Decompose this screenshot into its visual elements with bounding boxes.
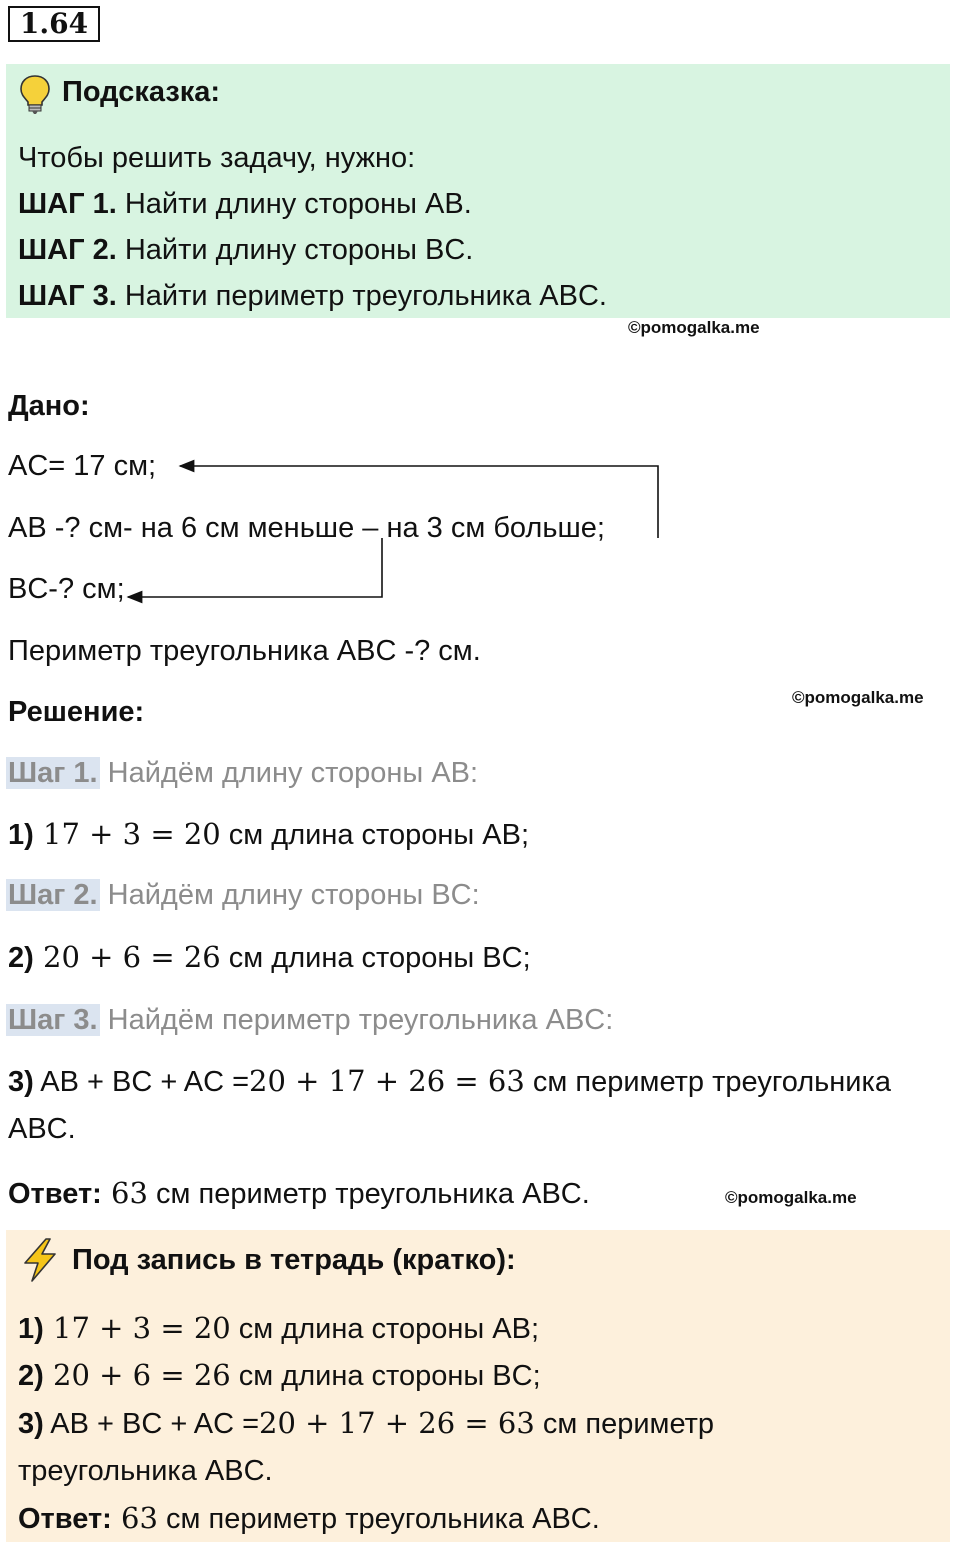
line-text: см периметр: [534, 1408, 715, 1440]
lightbulb-icon: [18, 74, 52, 114]
line-text: см длина стороны AB;: [220, 819, 530, 851]
given-line-ac: AC= 17 см;: [8, 450, 157, 482]
solution-step-1: [6, 755, 478, 791]
math-expression: 20 + 6 = 26: [43, 1358, 231, 1392]
hint-step-label: ШАГ 1.: [18, 188, 117, 220]
line-prefix: AB + BC + AC =: [43, 1408, 260, 1440]
solution-line-3: [8, 1063, 891, 1100]
solution-line-3-cont: ABC.: [8, 1113, 76, 1145]
hint-step-1: [18, 186, 472, 222]
line-number: 2): [8, 942, 34, 974]
answer-text: см периметр треугольника ABC.: [147, 1178, 590, 1210]
answer-label: Ответ:: [18, 1503, 112, 1535]
problem-number: 1.64: [8, 6, 100, 42]
hint-step-label: ШАГ 3.: [18, 280, 117, 312]
solution-answer: [8, 1175, 590, 1212]
given-line-perimeter: Периметр треугольника ABC -? см.: [8, 635, 481, 667]
step-text: Найдём периметр треугольника ABC:: [99, 1004, 614, 1036]
answer-text: см периметр треугольника ABC.: [157, 1503, 600, 1535]
math-expression: 20 + 6 = 26: [33, 940, 221, 974]
solution-step-3: [6, 1002, 613, 1038]
given-line-ab: AB -? см- на 6 см меньше – на 3 см больше;: [8, 512, 605, 544]
line-text: см длина стороны AB;: [230, 1313, 540, 1345]
step-text: Найдём длину стороны BC:: [99, 879, 480, 911]
math-expression: 17 + 3 = 20: [43, 1311, 231, 1345]
notebook-box: [6, 1230, 950, 1542]
hint-step-text: Найти периметр треугольника ABC.: [116, 280, 607, 312]
line-number: 3): [18, 1408, 44, 1440]
hint-step-text: Найти длину стороны AB.: [116, 188, 472, 220]
hint-step-label: ШАГ 2.: [18, 234, 117, 266]
hint-box: [6, 64, 950, 318]
notebook-line-1: [18, 1310, 539, 1347]
notebook-line-3-cont: треугольника ABC.: [18, 1455, 273, 1487]
math-expression: 20 + 17 + 26 = 63: [249, 1064, 525, 1098]
step-label: Шаг 2.: [8, 879, 98, 911]
given-line-bc: BC-? см;: [8, 573, 125, 605]
solution-title: Решение:: [8, 696, 145, 728]
watermark: ©pomogalka.me: [725, 1188, 857, 1207]
lightning-icon: [20, 1238, 60, 1282]
line-prefix: AB + BC + AC =: [33, 1066, 250, 1098]
math-expression: 17 + 3 = 20: [33, 817, 221, 851]
step-label: Шаг 3.: [8, 1004, 98, 1036]
watermark: ©pomogalka.me: [628, 318, 760, 337]
hint-intro: Чтобы решить задачу, нужно:: [18, 142, 416, 174]
line-number: 1): [8, 819, 34, 851]
line-text: см длина стороны BC;: [230, 1360, 541, 1392]
step-label: Шаг 1.: [8, 757, 98, 789]
math-expression: 63: [101, 1176, 148, 1210]
solution-line-1: [8, 816, 529, 853]
hint-step-2: [18, 232, 473, 268]
hint-title: Подсказка:: [62, 76, 221, 108]
line-number: 1): [18, 1313, 44, 1345]
answer-label: Ответ:: [8, 1178, 102, 1210]
arrow-to-bc: [128, 538, 382, 597]
notebook-title: Под запись в тетрадь (кратко):: [72, 1244, 516, 1276]
given-title: Дано:: [8, 390, 90, 422]
hint-step-3: [18, 278, 607, 314]
watermark: ©pomogalka.me: [792, 688, 924, 707]
line-number: 3): [8, 1066, 34, 1098]
hint-step-text: Найти длину стороны BC.: [116, 234, 474, 266]
solution-step-2: [6, 877, 480, 913]
notebook-line-2: [18, 1357, 541, 1394]
math-expression: 20 + 17 + 26 = 63: [259, 1406, 535, 1440]
math-expression: 63: [111, 1501, 158, 1535]
step-text: Найдём длину стороны AB:: [99, 757, 479, 789]
line-text: см длина стороны BC;: [220, 942, 531, 974]
notebook-line-3: [18, 1405, 714, 1442]
solution-line-2: [8, 939, 531, 976]
line-text: см периметр треугольника: [524, 1066, 891, 1098]
line-number: 2): [18, 1360, 44, 1392]
notebook-answer: [18, 1500, 600, 1537]
